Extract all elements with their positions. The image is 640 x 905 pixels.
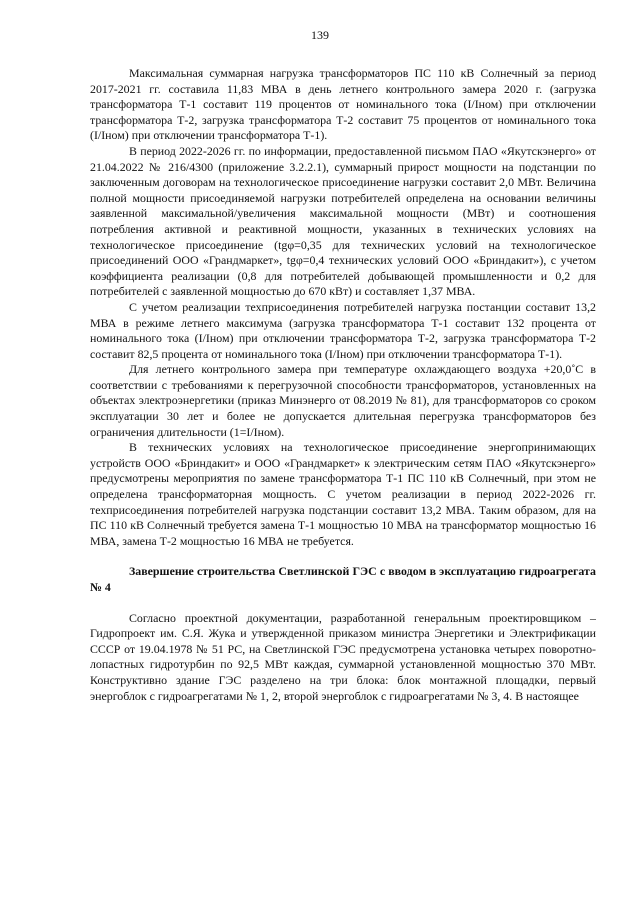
paragraph-transformer-load: Максимальная суммарная нагрузка трансформаторов ПС 110 кВ Солнечный за период 2017-2021 гг. составила 11,83 МВА в день летнего контрольного замера 2020 г. (загрузка трансформатора Т-1 составит 119 процентов от номинального тока (I/Iном) при отключении трансформатора Т-2, загрузка трансформатора Т-2 составит 75 процентов от номинального тока (I/Iном) при отключении трансформатора Т-1). xyxy=(90,66,596,143)
page-number: 139 xyxy=(311,28,329,42)
section-gap xyxy=(90,549,596,564)
paragraph-technical-conditions: В технических условиях на технологическое присоединение энергопринимающих устройств ООО «Бриндакит» и ООО «Грандмаркет» к электрическим сетям ПАО «Якутскэнерго» предусмотрены мероприятия по замене трансформатора Т-1 ПС 110 кВ Солнечный, при этом не определена трансформаторная мощность. С учетом реализации в период 2022-2026 гг. техприсоединения потребителей нагрузка подстанции составит 13,2 МВА. Таким образом, для на ПС 110 кВ Солнечный требуется замена Т-1 мощностью 10 МВА на трансформатор мощностью 16 МВА, замена Т-2 мощностью 16 МВА не требуется. xyxy=(90,440,596,548)
paragraph-substation-load: С учетом реализации техприсоединения потребителей нагрузка постанции составит 13,2 МВА в режиме летнего максимума (загрузка трансформатора Т-1 составит 132 процента от номинального тока (I/Iном) при отключении трансформатора Т-2, загрузка трансформатора Т-2 составит 82,5 процента от номинального тока (I/Iном) при отключении трансформатора Т-1). xyxy=(90,299,596,361)
document-body xyxy=(90,66,596,704)
paragraph-period-2022-2026: В период 2022-2026 гг. по информации, предоставленной письмом ПАО «Якутскэнерго» от 21.04.2022 № 216/4300 (приложение 3.2.2.1), суммарный прирост мощности на подстанции по заключенным договорам на технологическое присоединение нагрузки составит 2,0 МВт. Величина полной мощности присоединяемой нагрузки потребителей определена на основании величины заявленной максимальной/увеличения максимальной мощности (МВт) и соотношения потребления активной и реактивной мощности, указанных в технических условиях на технологическое присоединение (tgφ=0,35 для технических условий на технологическое присоединений ООО «Грандмаркет», tgφ=0,4 технических условий ООО «Бриндакит»), с учетом коэффициента реализации (0,8 для потребителей добывающей промышленности и 0,2 для потребителей с заявленной мощностью до 670 кВт) и составляет 1,37 МВА. xyxy=(90,143,596,299)
paragraph-summer-measurement: Для летнего контрольного замера при температуре охлаждающего воздуха +20,0˚С в соответствии с требованиями к перегрузочной способности трансформаторов, установленных на объектах электроэнергетики (приказ Минэнерго от 08.2019 № 81), для трансформаторов со сроком эксплуатации 30 лет и более не допускается длительная перегрузка трансформаторов без ограничения длительности (1=I/Iном). xyxy=(90,362,596,439)
section-heading: Завершение строительства Светлинской ГЭС с вводом в эксплуатацию гидроагрегата № 4 xyxy=(90,564,596,594)
paragraph-svetlinskaya-hpp: Согласно проектной документации, разработанной генеральным проектировщиком – Гидропроект им. С.Я. Жука и утвержденной приказом министра Энергетики и Электрификации СССР от 19.04.1978 № 51 РС, на Светлинской ГЭС предусмотрена установка четырех поворотно-лопастных гидротурбин по 92,5 МВт каждая, суммарной установленной мощностью 370 МВт. Конструктивно здание ГЭС разделено на три блока: блок монтажной площадки, первый энергоблок с гидроагрегатами № 1, 2, второй энергоблок с гидроагрегатами № 3, 4. В настоящее xyxy=(90,610,596,703)
section-gap xyxy=(90,596,596,611)
